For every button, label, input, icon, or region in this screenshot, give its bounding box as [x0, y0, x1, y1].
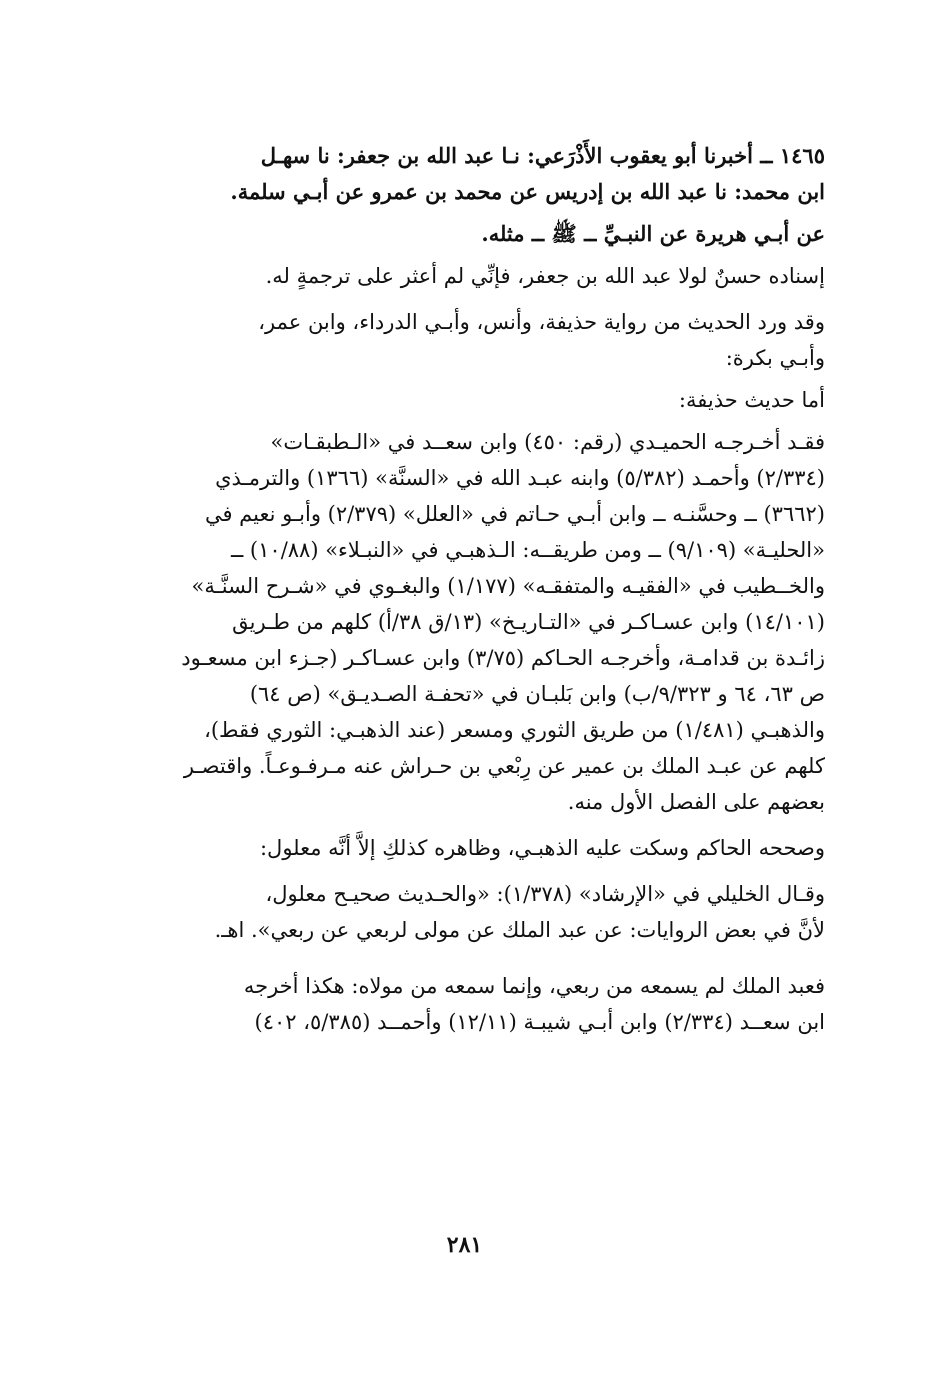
narrations-line: وقد ورد الحديث من رواية حذيفة، وأنس، وأبـي الدرداء، وابن عمر،	[258, 310, 825, 334]
takhrij-line: والذهبـي (١/٤٨١) من طريق الثوري ومسعر (عند الذهبـي: الثوري فقط)،	[204, 718, 825, 742]
page-number: ٢٨١	[446, 1232, 483, 1258]
conclusion-line: فعبد الملك لم يسمعه من ربعي، وإنما سمعه من مولاه: هكذا أخرجه	[243, 974, 825, 998]
takhrij-line: «الحليـة» (٩/١٠٩) ــ ومن طريقــه: الـذهبـي في «النبـلاء» (١٠/٨٨) ــ	[230, 538, 825, 562]
takhrij-line: زائـدة بن قدامـة، وأخرجـه الحـاكم (٣/٧٥) وابن عسـاكـر (جـزء ابن مسعـود	[181, 646, 825, 670]
narrations-line: وأبـي بكرة:	[725, 346, 825, 370]
isnad-grade	[133, 258, 825, 294]
takhrij-paragraph	[133, 424, 825, 820]
hudhayfa-heading-line: أما حديث حذيفة:	[678, 388, 825, 412]
takhrij-line: كلهم عن عبـد الملك بن عمير عن رِبْعي بن حـراش عنه مـرفـوعـاً. واقتصـر	[183, 754, 825, 778]
hudhayfa-heading	[133, 382, 825, 418]
khalili-line: وقـال الخليلي في «الإرشاد» (١/٣٧٨): «والحـديث صحيـح معلول،	[265, 882, 825, 906]
hadith-matn	[133, 216, 825, 252]
hadith-line-2: ابن محمد: نا عبد الله بن إدريس عن محمد بن عمرو عن أبـي سلمة.	[230, 179, 825, 204]
narrations-paragraph	[133, 304, 825, 376]
conclusion-line: ابن سعــد (٢/٣٣٤) وابن أبـي شيبـة (١٢/١١) وأحمــد (٥/٣٨٥، ٤٠٢)	[254, 1010, 825, 1034]
conclusion-paragraph	[133, 968, 825, 1040]
takhrij-line: (١٤/١٠١) وابن عسـاكـر في «التـاريـخ» (١٣/ق ٣٨/أ) كلهم من طـريق	[232, 610, 825, 634]
takhrij-line: بعضهم على الفصل الأول منه.	[567, 790, 825, 814]
takhrij-line: (٢/٣٣٤) وأحمـد (٥/٣٨٢) وابنه عبـد الله في «السنَّة» (١٣٦٦) والترمـذي	[215, 466, 825, 490]
hakim-line: وصححه الحاكم وسكت عليه الذهبـي، وظاهره كذلكِ إلاَّ أنَّه معلول:	[259, 836, 825, 860]
takhrij-line: (٣٦٦٢) ــ وحسَّنـه ــ وابن أبـي حـاتم في «العلل» (٢/٣٧٩) وأبـو نعيم في	[204, 502, 825, 526]
hadith-line-3: عن أبـي هريرة عن النبـيِّ ــ ﷺ ــ مثله.	[481, 221, 825, 246]
takhrij-line: والخــطيب في «الفقيـه والمتفقـه» (١/١٧٧) والبغـوي في «شـرح السنَّـة»	[191, 574, 825, 598]
khalili-paragraph	[133, 876, 825, 948]
khalili-line: لأنَّ في بعض الروايات: عن عبد الملك عن مولى لربعي عن ربعي». اهـ.	[214, 918, 825, 942]
hakim-paragraph	[133, 830, 825, 866]
isnad-line: إسناده حسنٌ لولا عبد الله بن جعفر، فإنِّي لم أعثر على ترجمةٍ له.	[265, 264, 825, 288]
hadith-text	[133, 138, 825, 210]
takhrij-line: ص ٦٣، ٦٤ و ٩/٣٢٣/ب) وابن بَلبـان في «تحفـة الصـديـق» (ص ٦٤)	[249, 682, 825, 706]
page-body	[133, 138, 825, 1040]
hadith-line-1: ١٤٦٥ ــ أخبرنا أبو يعقوب الأَذْرَعي: نـا عبد الله بن جعفر: نا سهـل	[260, 143, 825, 168]
takhrij-line: فقـد أخـرجـه الحميـدي (رقم: ٤٥٠) وابن سعــد في «الـطبقـات»	[270, 430, 825, 454]
